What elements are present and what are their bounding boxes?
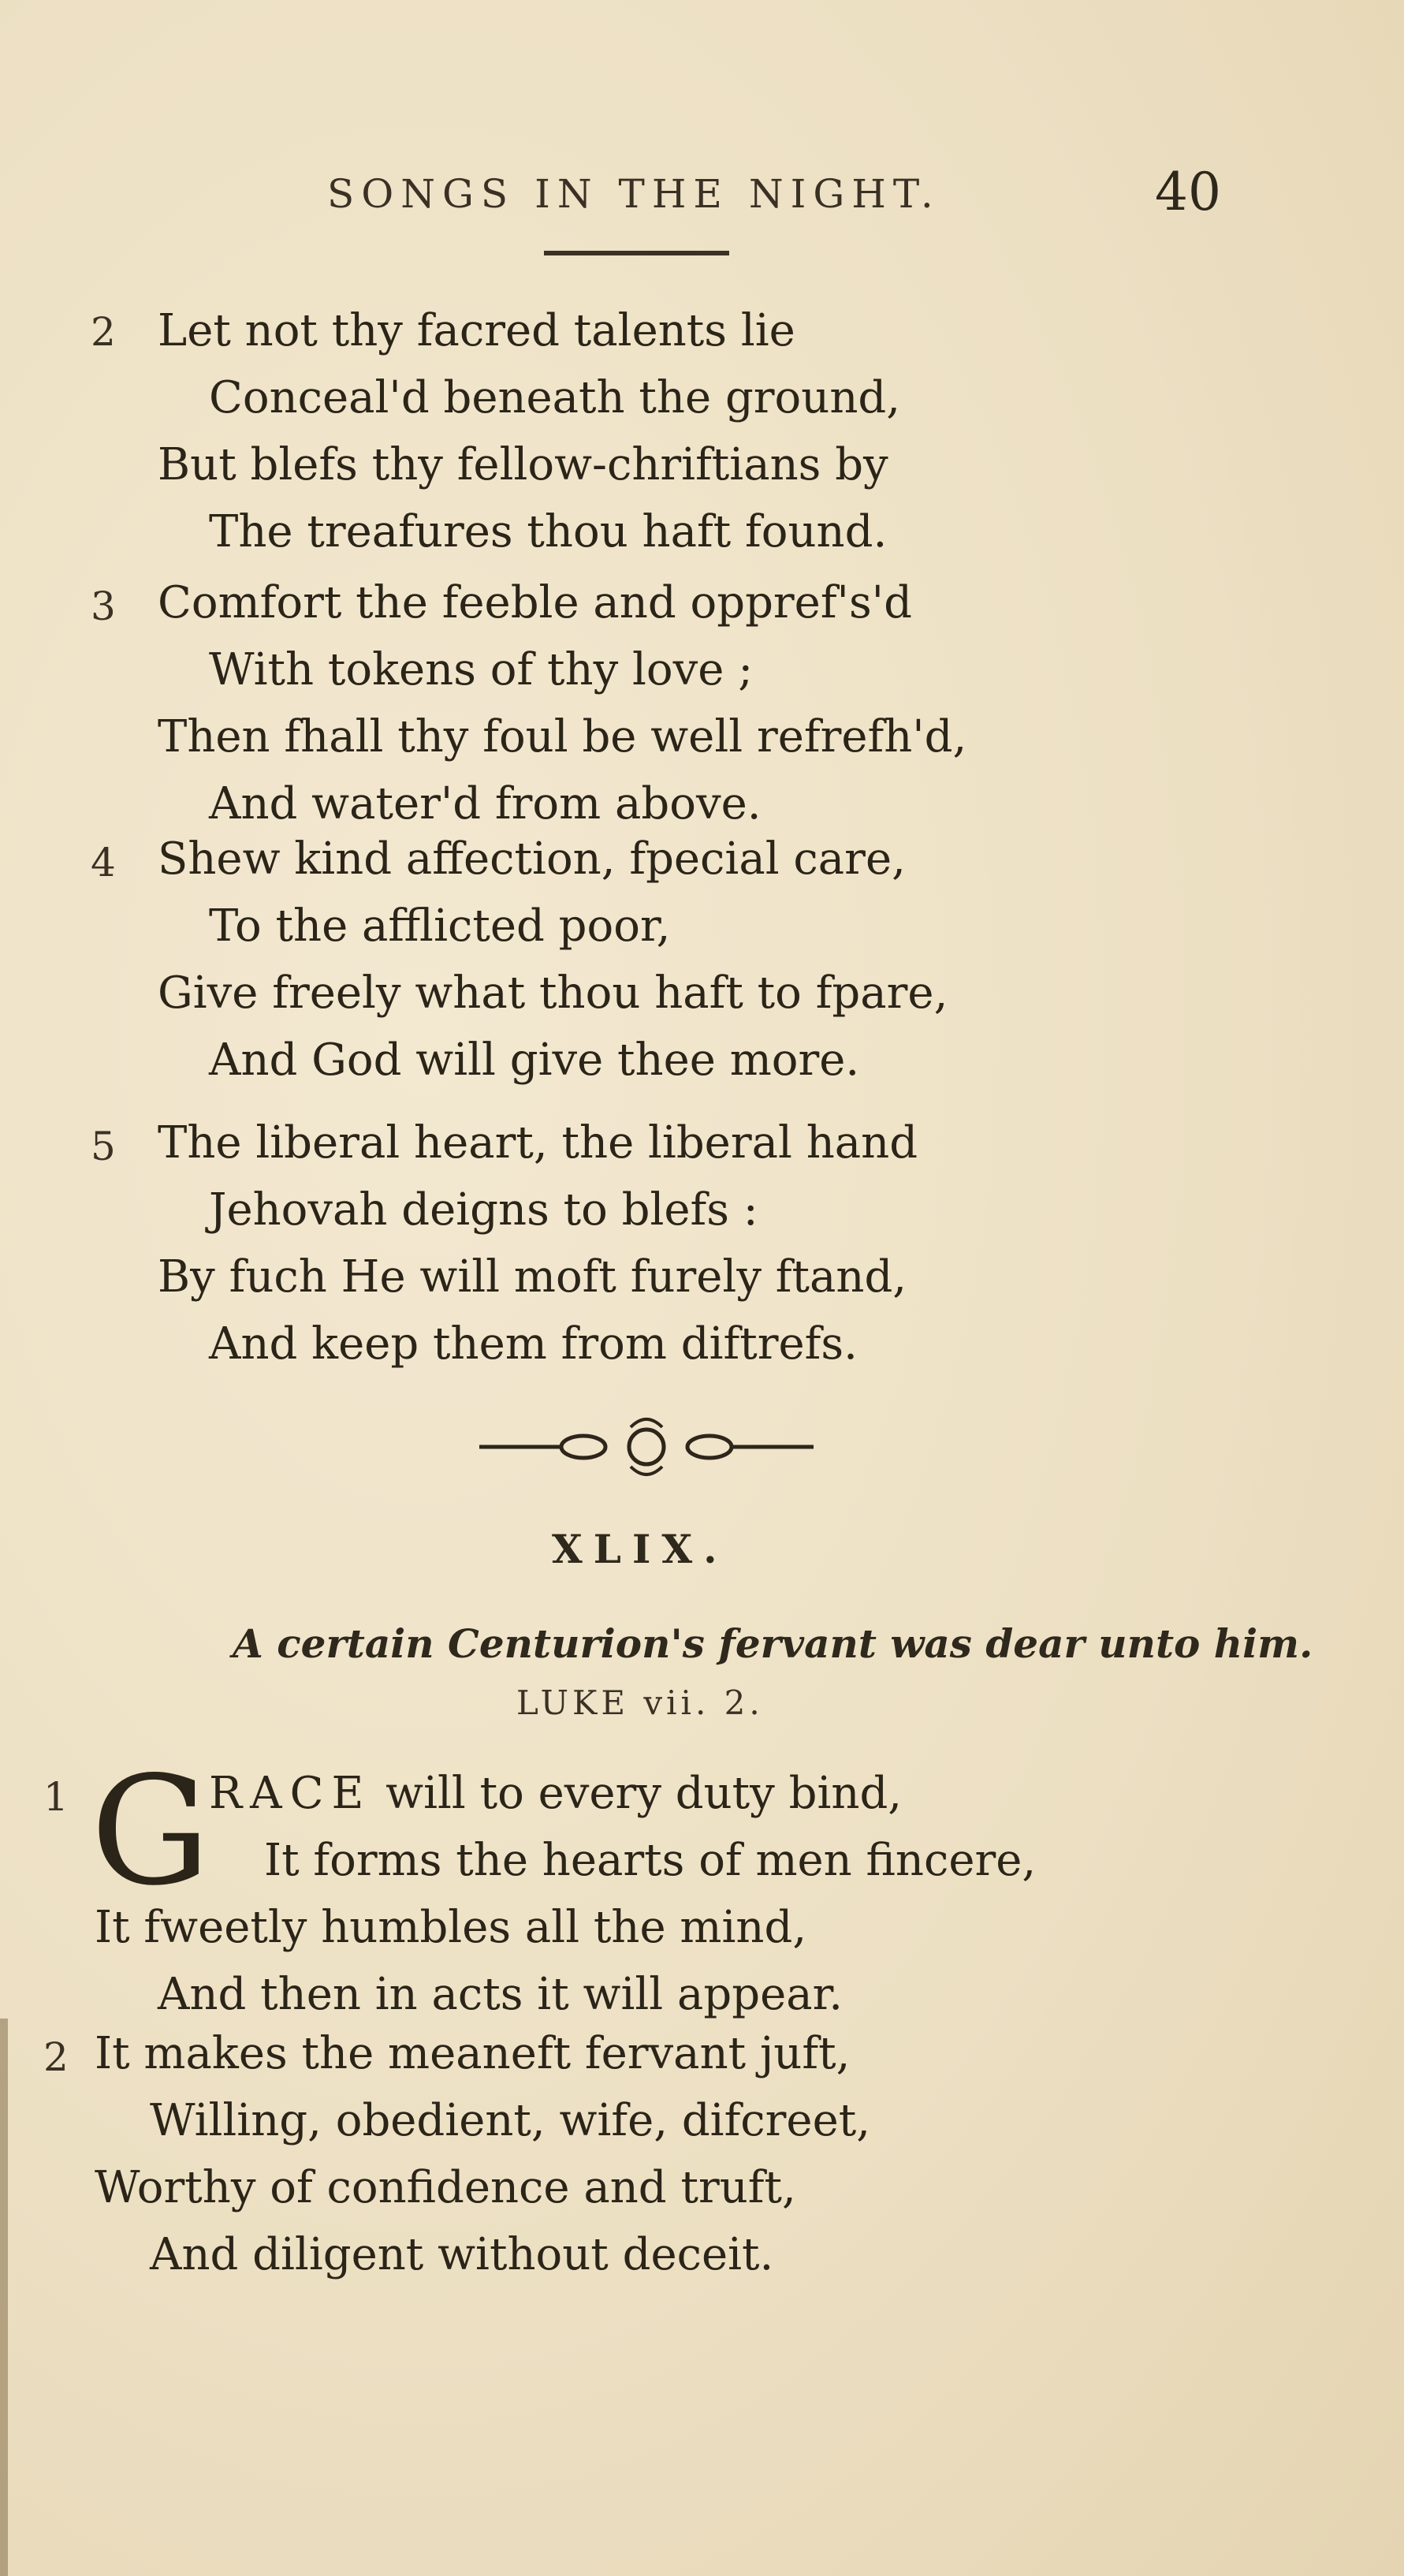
- verse-line: With tokens of thy love ;: [209, 644, 754, 695]
- first-line-rest: will to every duty bind,: [385, 1768, 903, 1819]
- drop-cap: G: [91, 1744, 210, 1918]
- verse-line: It makes the meaneft fervant juft,: [95, 2028, 851, 2079]
- stanza-number: 5: [91, 1124, 116, 1169]
- page-edge-shadow: [0, 2019, 8, 2576]
- page-number: 40: [1155, 162, 1221, 222]
- verse-line: Give freely what thou haft to fpare,: [158, 967, 948, 1019]
- stanza-number: 2: [91, 309, 116, 355]
- stanza-number: 1: [43, 1774, 69, 1820]
- verse-line: Then fhall thy foul be well refrefh'd,: [158, 711, 967, 762]
- verse-line: Conceal'd beneath the ground,: [209, 372, 901, 423]
- verse-line: To the afflicted poor,: [209, 900, 671, 952]
- verse-line: The treafures thou haft found.: [209, 506, 888, 557]
- verse-line: By fuch He will moft furely ftand,: [158, 1251, 907, 1303]
- stanza-number: 3: [91, 583, 116, 629]
- header-rule: [544, 251, 729, 255]
- verse-line: Let not thy facred talents lie: [158, 305, 795, 356]
- verse-line: Worthy of confidence and truft,: [95, 2162, 796, 2213]
- stanza-number: 4: [91, 840, 116, 885]
- page-header: [0, 162, 1404, 225]
- verse-line: It fweetly humbles all the mind,: [95, 1902, 807, 1953]
- verse-line: And then in acts it will appear.: [158, 1969, 844, 2020]
- running-title: SONGS IN THE NIGHT.: [327, 171, 940, 217]
- verse-line: Shew kind affection, fpecial care,: [158, 833, 906, 885]
- verse-line: And diligent without deceit.: [150, 2229, 774, 2280]
- verse-line: [209, 1762, 902, 1825]
- verse-line: Jehovah deigns to blefs :: [209, 1184, 758, 1236]
- first-word-caps: RACE: [209, 1768, 372, 1819]
- verse-line: But blefs thy fellow-chriftians by: [158, 439, 888, 490]
- ornament-divider: [473, 1411, 820, 1482]
- verse-line: And water'd from above.: [209, 778, 762, 829]
- verse-line: And keep them from diftrefs.: [209, 1318, 858, 1370]
- verse-line: And God will give thee more.: [209, 1035, 860, 1086]
- verse-line: It forms the hearts of men fincere,: [264, 1835, 1037, 1886]
- scripture-reference: LUKE vii. 2.: [516, 1683, 764, 1722]
- verse-line: Willing, obedient, wife, difcreet,: [150, 2095, 871, 2146]
- hymn-number: XLIX.: [552, 1526, 728, 1572]
- verse-line: Comfort the feeble and oppref's'd: [158, 577, 912, 628]
- verse-line: The liberal heart, the liberal hand: [158, 1117, 918, 1169]
- stanza-number: 2: [43, 2034, 69, 2080]
- hymn-subtitle: A certain Centurion's fervant was dear unto him.: [233, 1620, 1313, 1667]
